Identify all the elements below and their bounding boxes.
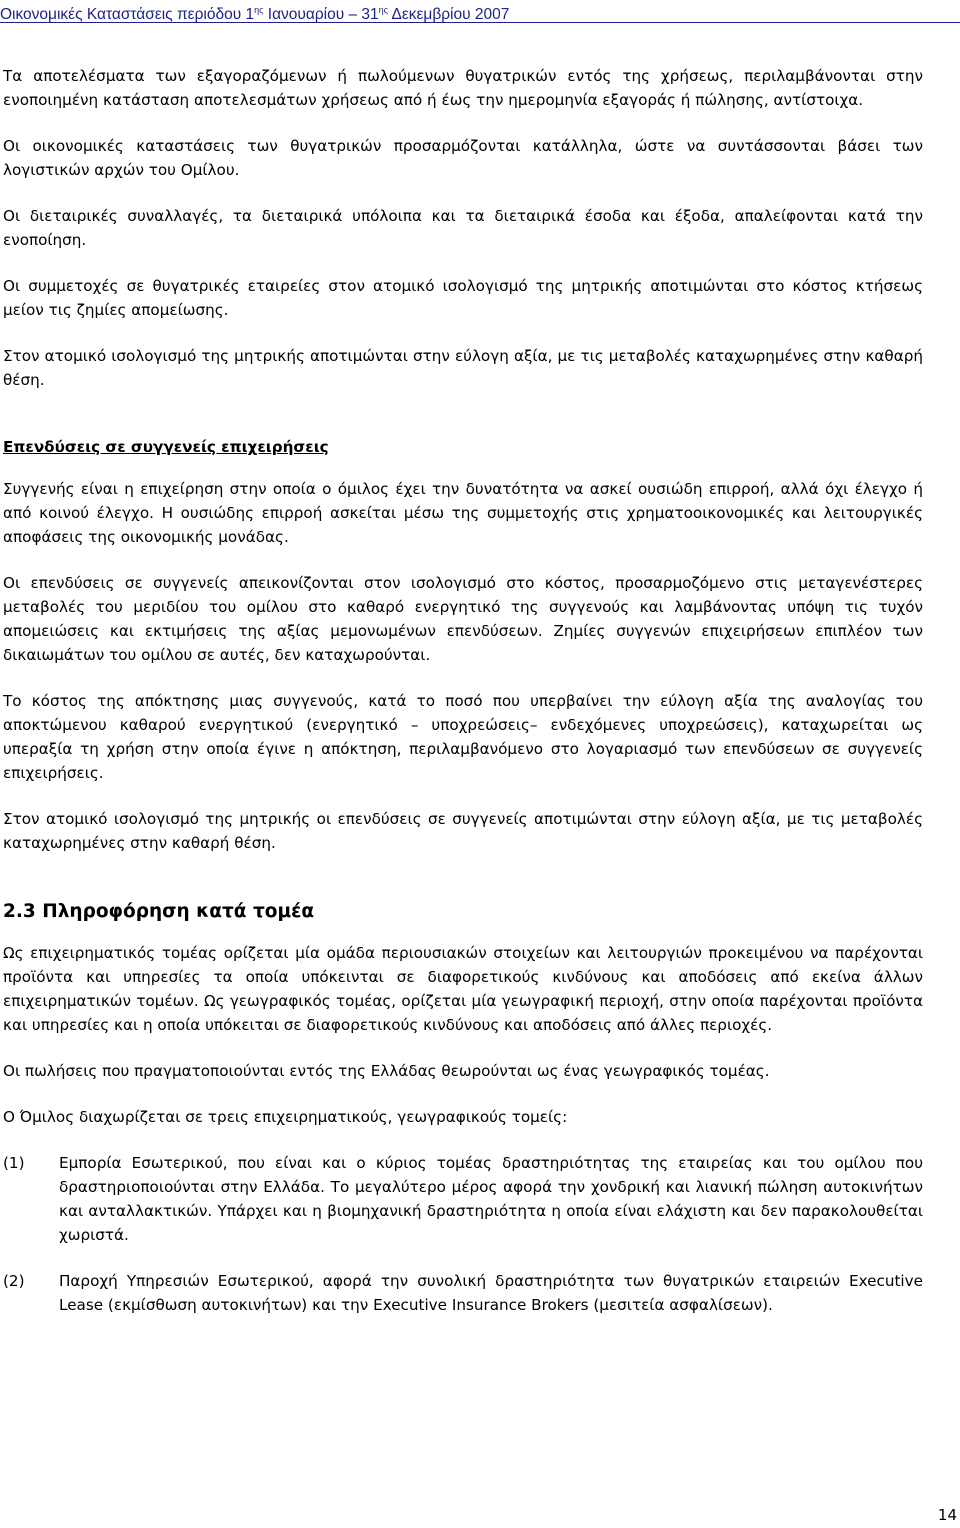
header-title-part: Δεκεμβρίου 2007 [388, 6, 510, 23]
header-title-part: Ιανουαρίου – 31 [263, 6, 379, 23]
section-heading-segment: 2.3 Πληροφόρηση κατά τομέα [3, 901, 315, 922]
paragraph: Ο Όμιλος διαχωρίζεται σε τρεις επιχειρηματικούς, γεωγραφικούς τομείς: [3, 1108, 568, 1126]
paragraph: Οι οικονομικές καταστάσεις των θυγατρικών προσαρμόζονται κατάλληλα, ώστε να συντάσσονται βάσει των λογιστικών αρχών του Ομίλου. [3, 137, 923, 179]
list-item-text: Παροχή Υπηρεσιών Εσωτερικού, αφορά την συνολική δραστηριότητα των θυγατρικών εταιρειών Executive Lease (εκμίσθωση αυτοκινήτων) και την Executive Insurance Brokers (μεσιτεία ασφαλίσεων). [59, 1272, 923, 1314]
header-superscript: ης [254, 5, 264, 15]
page-header [0, 0, 960, 23]
paragraph: Τα αποτελέσματα των εξαγοραζόμενων ή πωλούμενων θυγατρικών εντός της χρήσεως, περιλαμβάνονται στην ενοποιημένη κατάσταση αποτελεσμάτων χρήσεως από ή έως την ημερομηνία εξαγοράς ή πώλησης, αντίστοιχα. [3, 67, 923, 109]
header-superscript: ης [378, 5, 389, 15]
paragraph: Στον ατομικό ισολογισμό της μητρικής αποτιμώνται στην εύλογη αξία, με τις μεταβολές καταχωρημένες στην καθαρή θέση. [3, 347, 923, 389]
list-item [3, 1151, 923, 1247]
paragraph: Συγγενής είναι η επιχείρηση στην οποία ο όμιλος έχει την δυνατότητα να ασκεί ουσιώδη επιρροή, αλλά όχι έλεγχο ή από κοινού έλεγχο. Η ουσιώδης επιρροή ασκείται μέσω της συμμετοχής στις χρηματοοικονομικές και λειτουργικές αποφάσεις της οικονομικής μονάδας. [3, 480, 923, 546]
list-item-number: (2) [3, 1272, 25, 1290]
page-number: 14 [937, 1506, 957, 1524]
document-body [3, 64, 923, 1317]
paragraph: Ως επιχειρηματικός τομέας ορίζεται μία ομάδα περιουσιακών στοιχείων και λειτουργιών προκειμένου να παρέχονται προϊόντα και υπηρεσίες τα οποία υπόκεινται σε διαφορετικούς κινδύνους και αποδόσεις από εκείνα άλλων επιχειρηματικών τομέων. Ως γεωγραφικός τομέας, ορίζεται μία γεωγραφική περιοχή, στην οποία παρέχονται προϊόντα και υπηρεσίες και η οποία υπόκειται σε διαφορετικούς κινδύνους και αποδόσεις από άλλες περιοχές. [3, 944, 923, 1034]
paragraph: Το κόστος της απόκτησης μιας συγγενούς, κατά το ποσό που υπερβαίνει την εύλογη αξία της αναλογίας του αποκτώμενου καθαρού ενεργητικού (ενεργητικό – υποχρεώσεις– ενδεχόμενες υποχρεώσεις), καταχωρείται ως υπεραξία τη χρήση στην οποία έγινε η απόκτηση, περιλαμβανόμενο στο λογαριασμό των επενδύσεων σε συγγενείς επιχειρήσεις. [3, 692, 923, 782]
header-divider [0, 22, 960, 23]
list-item-number: (1) [3, 1154, 25, 1172]
paragraph: Στον ατομικό ισολογισμό της μητρικής οι επενδύσεις σε συγγενείς αποτιμώνται στην εύλογη αξία, με τις μεταβολές καταχωρημένες στην καθαρή θέση. [3, 810, 923, 852]
list-item-text: Εμπορία Εσωτερικού, που είναι και ο κύριος τομέας δραστηριότητας της εταιρείας και του ομίλου που δραστηριοποιούνται στην Ελλάδα. Το μεγαλύτερο μέρος αφορά την χονδρική και λιανική πώληση αυτοκινήτων και ανταλλακτικών. Υπάρχει και η βιομηχανική δραστηριότητα η οποία είναι ελάχιστη και δεν παρακολουθείται χωριστά. [59, 1154, 923, 1244]
paragraph: Οι επενδύσεις σε συγγενείς απεικονίζονται στον ισολογισμό στο κόστος, προσαρμοζόμενο στις μεταγενέστερες μεταβολές του μεριδίου του ομίλου στο καθαρό ενεργητικό της συγγενούς και λαμβάνοντας υπόψη τις τυχόν απομειώσεις και εκτιμήσεις της αξίας μεμονωμένων επενδύσεων. Ζημίες συγγενών επιχειρήσεων επιπλέον των δικαιωμάτων του ομίλου σε αυτές, δεν καταχωρούνται. [3, 574, 923, 664]
paragraph: Οι διεταιρικές συναλλαγές, τα διεταιρικά υπόλοιπα και τα διεταιρικά έσοδα και έξοδα, απαλείφονται κατά την ενοποίηση. [3, 207, 923, 249]
paragraph: Οι συμμετοχές σε θυγατρικές εταιρείες στον ατομικό ισολογισμό της μητρικής αποτιμώνται στο κόστος κτήσεως μείον τις ζημίες απομείωσης. [3, 277, 923, 319]
header-title-part: Οικονομικές Καταστάσεις περιόδου 1 [0, 6, 255, 23]
list-item [3, 1269, 923, 1317]
section-heading-associates: Επενδύσεις σε συγγενείς επιχειρήσεις [3, 438, 329, 456]
paragraph: Οι πωλήσεις που πραγματοποιούνται εντός της Ελλάδας θεωρούνται ως ένας γεωγραφικός τομέας. [3, 1062, 770, 1080]
